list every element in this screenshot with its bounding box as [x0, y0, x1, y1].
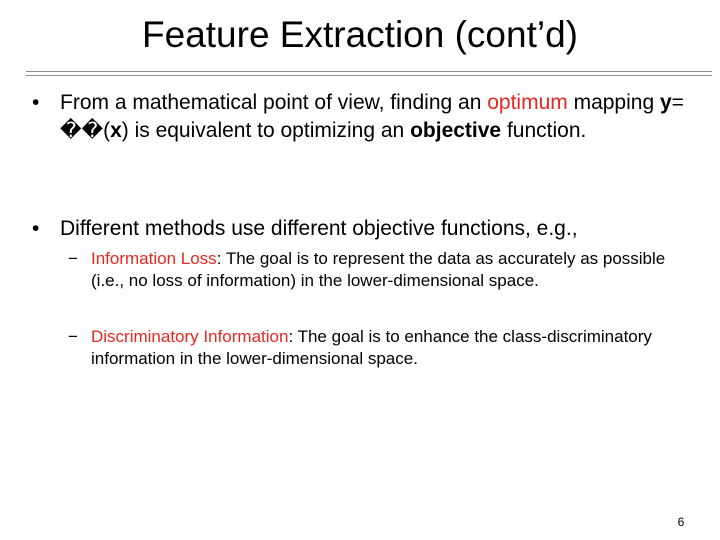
bullet-text — [60, 89, 702, 145]
title-rule-top — [26, 71, 712, 72]
sub-bullet-item — [68, 248, 698, 292]
sub-bullet-item — [68, 326, 698, 370]
term-information-loss: Information Loss — [91, 249, 217, 268]
text-run: mapping — [567, 91, 660, 114]
sub-bullet-text — [91, 248, 698, 292]
bullet-text: Different methods use different objective functions, e.g., — [60, 217, 578, 240]
function-symbol: ��( — [60, 119, 111, 142]
text-run: : The goal is to represent the data as accurately as possible (i.e., no loss of information) in the lower-dimensional space. — [91, 249, 666, 290]
page-number: 6 — [677, 515, 685, 529]
dash-marker: − — [68, 327, 78, 346]
variable-x: x — [110, 119, 122, 142]
variable-y: y — [659, 91, 672, 114]
bold-objective: objective — [410, 119, 502, 142]
dash-marker: − — [68, 249, 78, 268]
bullet-item — [32, 215, 702, 243]
title-rule-bottom — [26, 75, 712, 76]
text-run: = — [671, 91, 684, 114]
bullet-marker: • — [32, 217, 40, 240]
bullet-marker: • — [32, 91, 40, 114]
slide-title: Feature Extraction (cont’d) — [142, 14, 578, 55]
text-run: ) is equivalent to optimizing an — [121, 119, 411, 142]
bullet-item — [32, 89, 702, 145]
text-run: : The goal is to enhance the class-discriminatory information in the lower-dimensional space. — [91, 327, 652, 368]
text-run: From a mathematical point of view, finding an — [60, 91, 488, 114]
highlight-optimum: optimum — [487, 91, 568, 114]
sub-bullet-text — [91, 326, 698, 370]
text-run: function. — [501, 119, 587, 142]
term-discriminatory-information: Discriminatory Information — [91, 327, 289, 346]
